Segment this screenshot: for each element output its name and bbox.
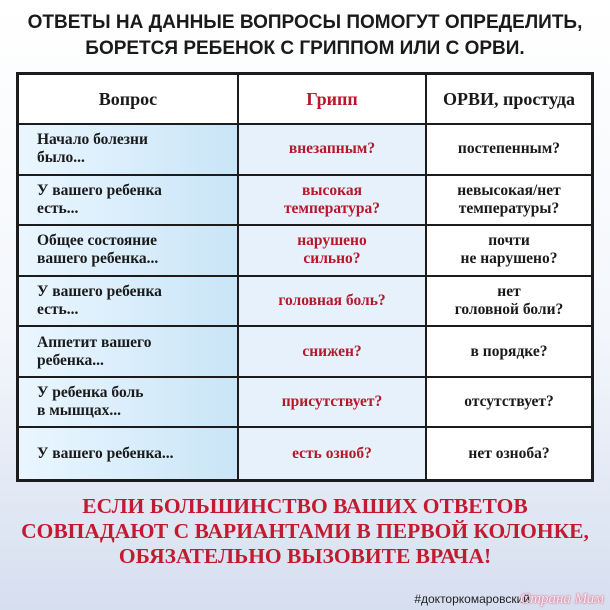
footer-warning xyxy=(0,494,610,569)
flu-cell: внезапным? xyxy=(239,125,427,176)
cold-cell: постепенным? xyxy=(427,125,591,176)
cold-cell: почти не нарушено? xyxy=(427,226,591,277)
cold-cell: невысокая/нет температуры? xyxy=(427,176,591,227)
footer-line-1: ЕСЛИ БОЛЬШИНСТВО ВАШИХ ОТВЕТОВ xyxy=(82,494,528,518)
header-cold: ОРВИ, простуда xyxy=(427,75,591,125)
question-cell: У вашего ребенка есть... xyxy=(19,277,239,328)
cold-cell: в порядке? xyxy=(427,327,591,378)
question-cell: У ребенка боль в мышцах... xyxy=(19,378,239,429)
question-cell: Общее состояние вашего ребенка... xyxy=(19,226,239,277)
question-cell: Аппетит вашего ребенка... xyxy=(19,327,239,378)
question-cell: Начало болезни было... xyxy=(19,125,239,176)
header-flu: Грипп xyxy=(239,75,427,125)
heading-line-2: БОРЕТСЯ РЕБЕНОК С ГРИППОМ ИЛИ С ОРВИ. xyxy=(85,38,525,59)
hashtag: #докторкомаровский xyxy=(414,592,530,606)
flu-cell: высокая температура? xyxy=(239,176,427,227)
flu-cell: есть озноб? xyxy=(239,428,427,479)
watermark-logo: Страна Мам xyxy=(519,591,604,607)
flu-cell: снижен? xyxy=(239,327,427,378)
cold-cell: нет головной боли? xyxy=(427,277,591,328)
cold-cell: нет озноба? xyxy=(427,428,591,479)
flu-cell: головная боль? xyxy=(239,277,427,328)
page-heading xyxy=(0,10,610,62)
flu-cell: присутствует? xyxy=(239,378,427,429)
footer-line-2: СОВПАДАЮТ С ВАРИАНТАМИ В ПЕРВОЙ КОЛОНКЕ, xyxy=(21,519,589,543)
footer-line-3: ОБЯЗАТЕЛЬНО ВЫЗОВИТЕ ВРАЧА! xyxy=(118,544,492,568)
heading-line-1: ОТВЕТЫ НА ДАННЫЕ ВОПРОСЫ ПОМОГУТ ОПРЕДЕЛИТЬ, xyxy=(27,12,583,33)
flu-cell: нарушено сильно? xyxy=(239,226,427,277)
question-cell: У вашего ребенка... xyxy=(19,428,239,479)
cold-cell: отсутствует? xyxy=(427,378,591,429)
comparison-table xyxy=(16,72,594,482)
question-cell: У вашего ребенка есть... xyxy=(19,176,239,227)
header-question: Вопрос xyxy=(19,75,239,125)
